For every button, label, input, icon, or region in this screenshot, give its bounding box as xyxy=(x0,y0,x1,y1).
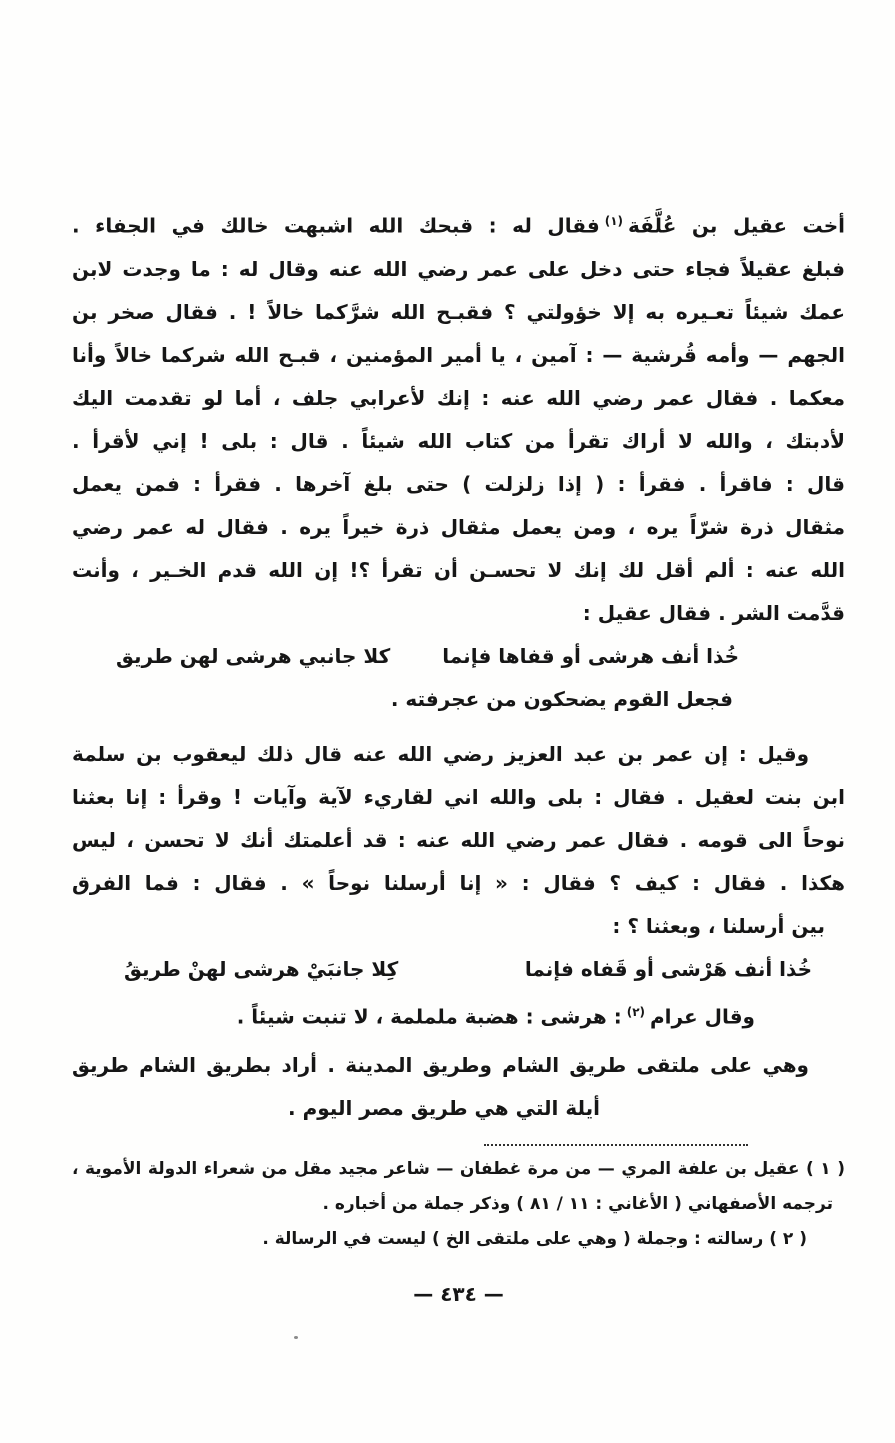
hemistich-right: خُذا أنف هَرْشى أو قَفاه فإنما xyxy=(524,956,812,981)
body-line-text: وقال عرام xyxy=(650,1004,755,1029)
prose-after-verse-1: فجعل القوم يضحكون من عجرفته . xyxy=(390,686,733,711)
verse-line-1 xyxy=(72,635,845,678)
footnote-line: ترجمه الأصفهاني ( الأغاني : ١١ / ٨١ ) وذكر جملة من أخباره . xyxy=(322,1194,833,1215)
body-line: الله عنه : ألم أقل لك إنك لا تحسـن أن تقرأ ؟! إن الله قدم الخـير ، وأنت xyxy=(72,557,845,582)
body-line-text: أخت عقيل بن عُلَّفَة xyxy=(628,213,845,238)
body-line: مثقال ذرة شرّاً يره ، ومن يعمل مثقال ذرة خيراً يره . فقال له عمر رضي xyxy=(72,514,845,539)
verse-line-2 xyxy=(72,948,845,991)
paragraph-2 xyxy=(72,733,845,948)
footnote-separator xyxy=(484,1144,748,1146)
hemistich-left: كِلا جانبَيْ هرشى لهنْ طريقُ xyxy=(124,956,399,981)
body-line: وهي على ملتقى طريق الشام وطريق المدينة . أراد بطريق الشام طريق xyxy=(72,1053,809,1078)
body-line: وقيل : إن عمر بن عبد العزيز رضي الله عنه قال ذلك ليعقوب بن سلمة xyxy=(72,741,809,766)
footnote-line: ( ٢ ) رسالته : وجملة ( وهي على ملتقى الخ ) ليست في الرسالة . xyxy=(262,1229,807,1250)
body-line: هكذا . فقال : كيف ؟ فقال : « إنا أرسلنا نوحاً » . فقال : فما الفرق xyxy=(72,870,845,895)
body-line: نوحاً الى قومه . فقال عمر رضي الله عنه : قد أعلمتك أنك لا تحسن ، ليس xyxy=(72,827,845,852)
text-block xyxy=(72,200,845,1316)
body-line: عمك شيئاً تعـيره به إلا خؤولتي ؟ فقبـح الله شرَّكما خالاً ! . فقال صخر بن xyxy=(72,299,845,324)
footnotes xyxy=(72,1152,845,1257)
body-line: أيلة التي هي طريق مصر اليوم . xyxy=(288,1096,600,1121)
paragraph-1 xyxy=(72,200,845,635)
footnote-ref-1: (١) xyxy=(604,214,624,228)
body-line-text: فقال له : قبحك الله اشبهت خالك في الجفاء . xyxy=(72,213,600,238)
page-number: — ٤٣٤ — xyxy=(413,1282,504,1307)
body-line-text: : هرشى : هضبة ململمة ، لا تنبت شيئاً . xyxy=(236,1004,622,1029)
body-line: بين أرسلنا ، وبعثنا ؟ : xyxy=(612,913,825,938)
hemistich-left: كلا جانبي هرشى لهن طريق xyxy=(116,643,391,668)
hemistich-right: خُذا أنف هرشى أو قفاها فإنما xyxy=(442,643,739,668)
body-line: فبلغ عقيلاً فجاء حتى دخل على عمر رضي الله عنه وقال له : ما وجدت لابن xyxy=(72,256,845,281)
body-line: ابن بنت لعقيل . فقال : بلى والله اني لقاريء لآية وآيات ! وقرأ : إنا بعثنا xyxy=(72,784,845,809)
scan-artifact-dot xyxy=(294,1336,298,1339)
paragraph-3 xyxy=(72,1044,845,1130)
body-line: الجهم — وأمه قُرشية — : آمين ، يا أمير المؤمنين ، قبـح الله شركما خالاً وأنا xyxy=(72,342,845,367)
body-line: قدَّمت الشر . فقال عقيل : xyxy=(582,600,845,625)
body-line: لأدبتك ، والله لا أراك تقرأ من كتاب الله شيئاً . قال : بلى ! إني لأقرأ . xyxy=(72,428,845,453)
body-line: معكما . فقال عمر رضي الله عنه : إنك لأعرابي جلف ، أما لو تقدمت اليك xyxy=(72,385,845,410)
footnote-line: ( ١ ) عقيل بن علفة المري — من مرة غطفان — شاعر مجيد مقل من شعراء الدولة الأموية ، xyxy=(72,1159,845,1180)
aram-gloss-line xyxy=(72,991,755,1039)
body-line: قال : فاقرأ . فقرأ : ( إذا زلزلت ) حتى بلغ آخرها . فقرأ : فمن يعمل xyxy=(72,471,845,496)
footnote-ref-2: (٢) xyxy=(626,1004,646,1019)
body-line xyxy=(72,200,845,248)
